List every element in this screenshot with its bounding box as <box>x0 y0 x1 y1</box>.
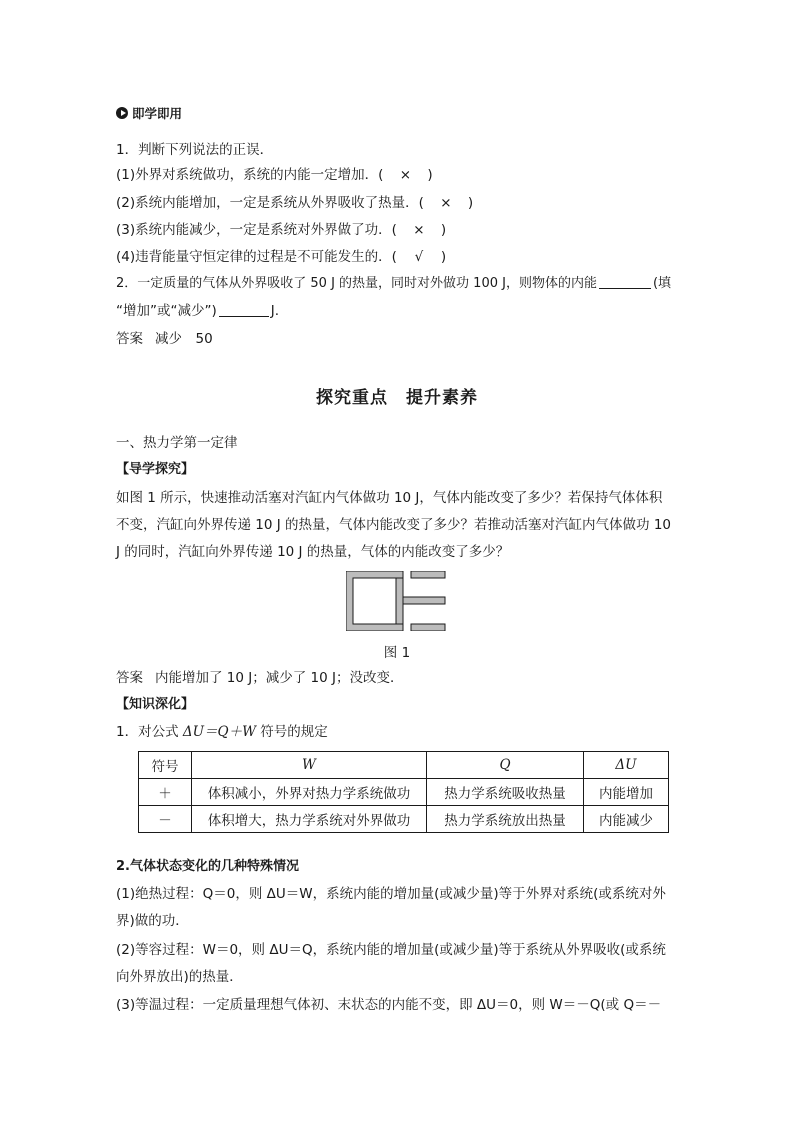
guide-label: 【导学探究】 <box>116 462 195 477</box>
cylinder-wall-top-right <box>411 571 445 578</box>
table-header-row <box>139 752 669 779</box>
cylinder-wall <box>346 571 403 631</box>
special-cases-title: 2.气体状态变化的几种特殊情况 <box>116 859 299 874</box>
special-case-line: 界)做的功． <box>116 913 189 929</box>
question-2-cont: “增加”或“减少”) J. <box>116 303 280 319</box>
cylinder-piston-figure <box>346 571 446 631</box>
question-2-answer: 答案 减少 50 <box>116 331 213 347</box>
part-1-title: 一、热力学第一定律 <box>116 435 238 451</box>
sign-convention-table <box>138 751 669 833</box>
section-title: 探究重点 提升素养 <box>316 388 478 408</box>
table-cell: 体积增大，热力学系统对外界做功 <box>192 806 427 833</box>
special-case-line: (2)等容过程：W＝0，则 ΔU＝Q，系统内能的增加量(或减少量)等于系统从外界吸收(或系统 <box>116 942 666 958</box>
special-case-line: (3)等温过程：一定质量理想气体初、末状态的内能不变，即 ΔU＝0，则 W＝－Q(或 Q＝－ <box>116 997 662 1013</box>
table-cell: 热力学系统放出热量 <box>427 806 584 833</box>
table-header: ΔU <box>584 752 669 779</box>
table-cell: ＋ <box>139 779 192 806</box>
table-cell: 体积减小，外界对热力学系统做功 <box>192 779 427 806</box>
piston-rod <box>403 597 445 604</box>
practice-header-text: 即学即用 <box>132 106 183 121</box>
table-row <box>139 779 669 806</box>
rule-title: 1．对公式 ΔU＝Q＋W 符号的规定 <box>116 724 328 740</box>
answer-mark: × <box>399 167 412 183</box>
question-1-item: (4)违背能量守恒定律的过程是不可能发生的．( √ ) <box>116 249 447 265</box>
question-2: 2．一定质量的气体从外界吸收了 50 J 的热量，同时对外做功 100 J，则物体的内能 (填 <box>116 276 672 291</box>
guide-line: 如图 1 所示，快速推动活塞对汽缸内气体做功 10 J，气体内能改变了多少？若保持气体体积 <box>116 490 663 506</box>
table-header: 符号 <box>139 752 192 779</box>
answer-mark: × <box>413 222 425 238</box>
answer-mark: × <box>440 195 452 211</box>
practice-header <box>116 104 182 124</box>
special-case-line: (1)绝热过程：Q＝0，则 ΔU＝W，系统内能的增加量(或减少量)等于外界对系统(或系统对外 <box>116 886 666 902</box>
piston <box>396 578 403 624</box>
special-case-line: 向外界放出)的热量． <box>116 969 243 985</box>
question-1-item: (2)系统内能增加，一定是系统从外界吸收了热量．( × ) <box>116 195 474 211</box>
question-1-title: 1．判断下列说法的正误． <box>116 142 274 158</box>
cylinder-wall-bottom-right <box>411 624 445 631</box>
question-1-item: (1)外界对系统做功，系统的内能一定增加．( × ) <box>116 167 433 183</box>
table-cell: 内能减少 <box>584 806 669 833</box>
table-cell: 内能增加 <box>584 779 669 806</box>
guide-answer: 答案 内能增加了 10 J；减少了 10 J；没改变． <box>116 670 404 686</box>
fill-blank[interactable] <box>599 274 651 289</box>
answer-mark: √ <box>414 249 424 265</box>
table-header: Q <box>427 752 584 779</box>
fill-blank[interactable] <box>219 302 269 317</box>
table-cell: － <box>139 806 192 833</box>
guide-line: J 的同时，汽缸向外界传递 10 J 的热量，气体的内能改变了多少？ <box>116 544 510 560</box>
figure-caption: 图 1 <box>383 645 411 661</box>
guide-line: 不变，汽缸向外界传递 10 J 的热量，气体内能改变了多少？若推动活塞对汽缸内气体做功 10 <box>116 517 672 533</box>
table-cell: 热力学系统吸收热量 <box>427 779 584 806</box>
table-row <box>139 806 669 833</box>
deepen-label: 【知识深化】 <box>116 697 195 712</box>
play-circle-icon <box>116 107 128 119</box>
question-1-item: (3)系统内能减少，一定是系统对外界做了功．( × ) <box>116 222 447 238</box>
table-header: W <box>192 752 427 779</box>
